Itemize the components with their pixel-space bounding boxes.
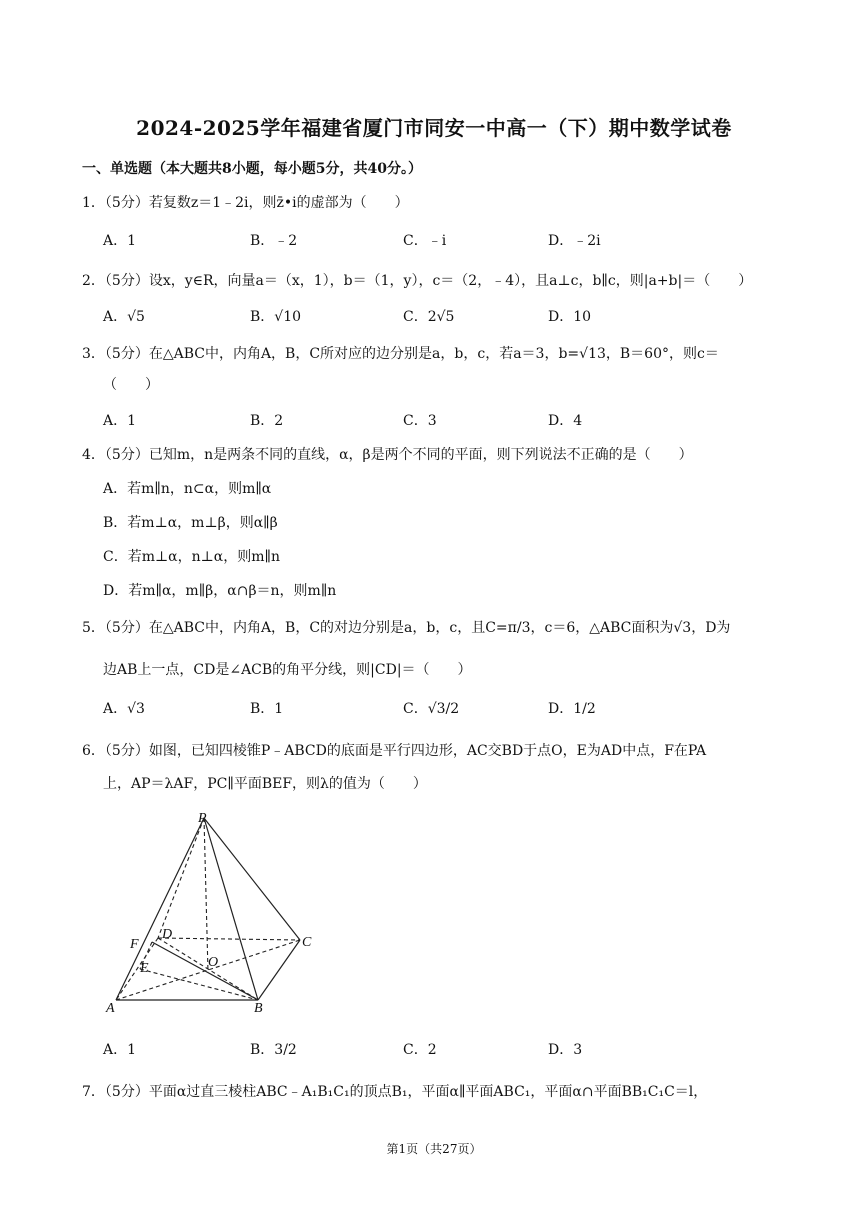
edge-dc: [158, 938, 300, 940]
label-f: F: [130, 937, 139, 952]
question-2-option-d: D．10: [548, 309, 592, 325]
label-a: A: [106, 1001, 115, 1016]
edge-pa: [116, 818, 204, 1000]
question-3-option-d: D．4: [548, 413, 583, 429]
section-heading: 一、单选题（本大题共8小题，每小题5分，共40分。）: [82, 161, 422, 177]
question-5-option-a: A．√3: [103, 701, 145, 717]
question-4-option-a: A．若m∥n，n⊂α，则m∥α: [103, 481, 272, 497]
question-4-option-b: B．若m⊥α，m⊥β，则α∥β: [103, 515, 278, 531]
question-4-stem: 4．（5分）已知m，n是两条不同的直线，α，β是两个不同的平面，则下列说法不正确的是（ ）: [82, 447, 693, 463]
label-c: C: [302, 935, 312, 950]
question-1-option-d: D．﹣2i: [548, 233, 601, 249]
question-2-option-a: A．√5: [103, 309, 145, 325]
label-p: P: [198, 811, 207, 826]
question-4-option-c: C．若m⊥α，n⊥α，则m∥n: [103, 549, 281, 565]
question-4-option-d: D．若m∥α，m∥β，α∩β＝n，则m∥n: [103, 583, 337, 599]
segment-eb: [140, 969, 258, 1000]
question-6-stem-line2: 上，AP＝λAF，PC∥平面BEF，则λ的值为（ ）: [103, 776, 427, 792]
label-o: O: [208, 955, 219, 970]
label-b: B: [254, 1001, 263, 1016]
question-3-option-a: A．1: [103, 413, 137, 429]
question-3-option-b: B．2: [250, 413, 284, 429]
question-3-stem-line2: （ ）: [103, 377, 159, 393]
label-e: E: [140, 961, 149, 976]
edge-pb: [204, 818, 258, 1000]
edge-pc: [204, 818, 300, 940]
question-1-option-c: C．﹣i: [403, 233, 447, 249]
question-5-stem-line1: 5．（5分）在△ABC中，内角A，B，C的对边分别是a，b，c，且C=π/3，c＝6，△ABC面积为√3，D为: [82, 620, 731, 636]
question-5-stem-line2: 边AB上一点，CD是∠ACB的角平分线，则|CD|＝（ ）: [103, 662, 472, 678]
question-7-stem: 7．（5分）平面α过直三棱柱ABC﹣A₁B₁C₁的顶点B₁，平面α∥平面ABC₁，平面α∩平面BB₁C₁C＝l，: [82, 1084, 708, 1100]
segment-po: [204, 818, 208, 972]
question-2-option-b: B．√10: [250, 309, 302, 325]
question-2-stem: 2．（5分）设x，y∈R，向量a＝（x，1），b＝（1，y），c＝（2，﹣4），且a⊥c，b∥c，则|a+b|＝（ ）: [82, 273, 753, 289]
question-1-option-b: B．﹣2: [250, 233, 298, 249]
question-1-option-a: A．1: [103, 233, 137, 249]
page-footer: 第1页（共27页）: [386, 1142, 482, 1156]
pyramid-figure: [96, 806, 336, 1020]
edge-bc: [258, 940, 300, 1000]
label-d: D: [162, 927, 173, 942]
question-1-stem: 1．（5分）若复数z＝1﹣2i，则z̄•i的虚部为（ ）: [82, 195, 409, 211]
page-title: 2024-2025学年福建省厦门市同安一中高一（下）期中数学试卷: [136, 116, 732, 140]
question-5-option-c: C．√3/2: [403, 701, 460, 717]
edge-pd: [158, 818, 204, 938]
question-5-option-d: D．1/2: [548, 701, 596, 717]
question-2-option-c: C．2√5: [403, 309, 455, 325]
question-5-option-b: B．1: [250, 701, 284, 717]
question-6-option-b: B．3/2: [250, 1042, 297, 1058]
question-3-stem-line1: 3．（5分）在△ABC中，内角A，B，C所对应的边分别是a，b，c，若a＝3，b=√13，B＝60°，则c＝: [82, 346, 719, 362]
question-6-option-c: C．2: [403, 1042, 437, 1058]
question-6-stem-line1: 6．（5分）如图，已知四棱锥P﹣ABCD的底面是平行四边形，AC交BD于点O，E为AD中点，F在PA: [82, 743, 707, 759]
question-6-option-d: D．3: [548, 1042, 583, 1058]
question-3-option-c: C．3: [403, 413, 437, 429]
question-6-option-a: A．1: [103, 1042, 137, 1058]
